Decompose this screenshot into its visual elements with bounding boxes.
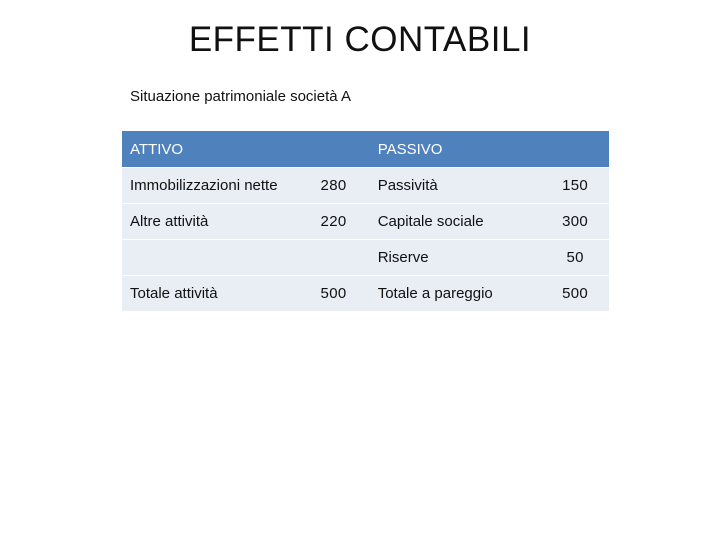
- table-caption: Situazione patrimoniale società A: [130, 88, 351, 105]
- attivo-label: [122, 239, 301, 275]
- passivo-label: Passività: [370, 167, 541, 203]
- passivo-total-value: 500: [541, 275, 609, 311]
- table-row: [122, 203, 609, 239]
- table-row: [122, 239, 609, 275]
- passivo-label: Riserve: [370, 239, 541, 275]
- table-row: [122, 167, 609, 203]
- attivo-value: 280: [301, 167, 369, 203]
- header-attivo: ATTIVO: [122, 131, 370, 167]
- table-header-row: [122, 131, 609, 167]
- passivo-value: 150: [541, 167, 609, 203]
- passivo-label: Capitale sociale: [370, 203, 541, 239]
- passivo-value: 50: [541, 239, 609, 275]
- header-passivo: PASSIVO: [370, 131, 609, 167]
- balance-sheet-table: [122, 131, 609, 311]
- attivo-value: [301, 239, 369, 275]
- passivo-total-label: Totale a pareggio: [370, 275, 541, 311]
- attivo-label: Immobilizzazioni nette: [122, 167, 301, 203]
- attivo-value: 220: [301, 203, 369, 239]
- passivo-value: 300: [541, 203, 609, 239]
- attivo-label: Altre attività: [122, 203, 301, 239]
- table-row: [122, 275, 609, 311]
- attivo-total-label: Totale attività: [122, 275, 301, 311]
- attivo-total-value: 500: [301, 275, 369, 311]
- slide-title: EFFETTI CONTABILI: [188, 20, 532, 59]
